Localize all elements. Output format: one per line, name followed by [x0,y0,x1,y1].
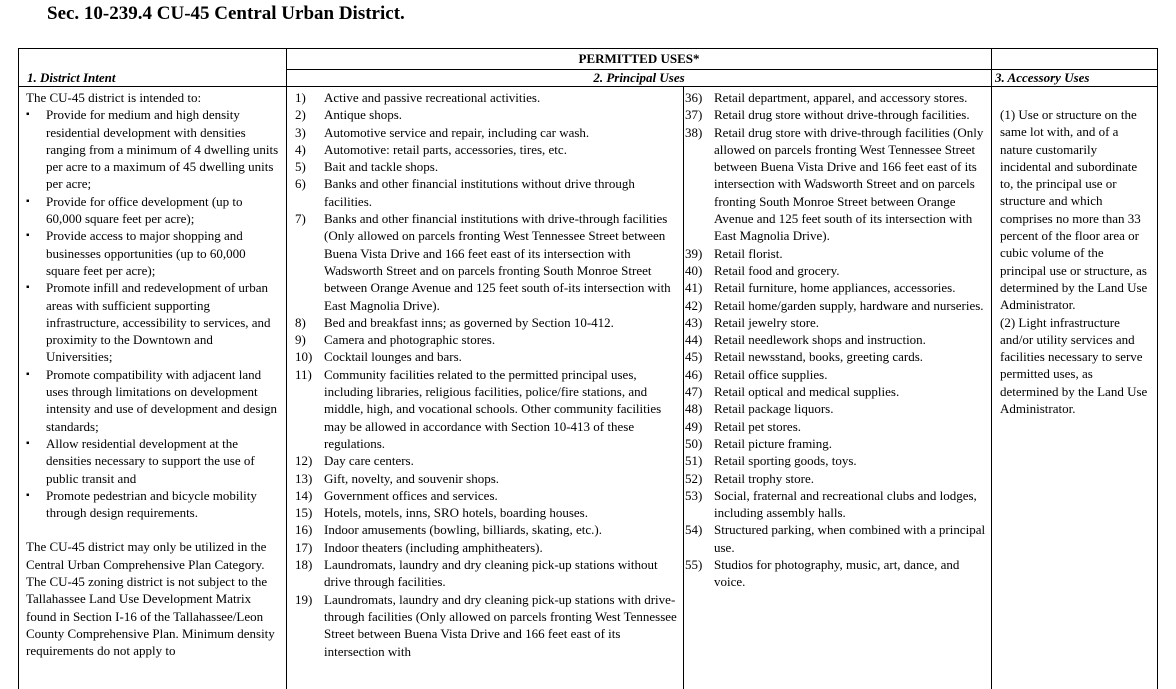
paragraph-gap [26,521,280,538]
use-text: Laundromats, laundry and dry cleaning pick-up stations without drive through facilities. [324,557,658,590]
use-number: 16) [295,522,313,538]
use-text: Retail drug store with drive-through facilities (Only allowed on parcels fronting West Tennessee Street between Buena Vista Drive and 166 feet east of its intersection with Wadsworth Street and on parcels fronting South Monroe Street between Orange Avenue and 125 feet south of its intersection with East Magnolia Drive). [714,124,984,244]
use-text: Retail picture framing. [714,435,833,451]
use-text: Retail home/garden supply, hardware and nurseries. [714,297,984,313]
column-divider [991,49,992,689]
section-title: Sec. 10-239.4 CU-45 Central Urban District. [47,3,405,24]
use-item [685,314,987,331]
bullet-marker: ▪ [26,282,30,294]
use-item [295,348,679,365]
use-text: Structured parking, when combined with a principal use. [714,522,986,555]
use-text: Hotels, motels, inns, SRO hotels, boarding houses. [324,505,588,521]
bullet-marker: ▪ [26,109,30,121]
use-number: 1) [295,90,306,105]
use-number: 2) [295,107,306,123]
permitted-uses-table [18,48,1158,689]
use-text: Community facilities related to the permitted principal uses, including libraries, religious facilities, police/fire stations, and middle, high, and vocational schools. Other community facilities may be allowed in accordance with Section 10-413 of these regulations. [324,366,662,451]
principal-uses-list [295,89,679,660]
use-number: 46) [685,366,703,382]
use-text: Studios for photography, music, art, dance, and voice. [714,557,960,590]
use-number: 47) [685,384,703,400]
use-number: 8) [295,314,306,330]
intent-bullet [26,435,280,487]
use-text: Banks and other financial institutions with drive-through facilities (Only allowed on parcels fronting West Tennessee Street between Buena Vista Drive and 166 feet east of its intersection with Wadsworth Street and on parcels fronting South Monroe Street between Orange Avenue and 125 feet south of-its intersection with East Magnolia Drive). [324,211,671,313]
intent-bullet-text: Provide for medium and high density residential development with densities ranging from a minimum of 4 dwelling units per acre to a maximum of 45 dwelling units per acre; [46,107,279,192]
use-number: 38) [685,124,703,140]
use-text: Retail pet stores. [714,418,802,434]
intent-closing: The CU-45 district may only be utilized in the Central Urban Comprehensive Plan Category. The CU-45 zoning district is not subject to the Tallahassee Land Use Development Matrix found in Section I-16 of the Tallahassee/Leon County Comprehensive Plan. Minimum density requirements do not apply to [26,539,275,659]
use-item [685,297,987,314]
principal-uses-header: 2. Principal Uses [593,70,685,85]
intent-lead: The CU-45 district is intended to: [26,90,202,105]
use-item [685,487,987,522]
principal-uses-list-right [685,89,987,591]
use-number: 36) [685,90,703,105]
intent-bullet [26,487,280,522]
use-item [295,158,679,175]
accessory-uses-header: 3. Accessory Uses [995,70,1090,85]
use-item [685,348,987,365]
use-number: 18) [295,557,313,573]
use-number: 39) [685,245,703,261]
use-number: 41) [685,280,703,296]
accessory-use-item: (2) Light infrastructure and/or utility services and facilities necessary to serve permitted uses, as determined by the Land Use Administrator. [1000,314,1148,417]
intent-bullet-text: Provide access to major shopping and businesses opportunities (up to 60,000 square feet per acre); [46,228,246,278]
use-item [685,521,987,556]
use-item [685,470,987,487]
use-number: 45) [685,349,703,365]
use-text: Indoor amusements (bowling, billiards, skating, etc.). [324,522,603,538]
accessory-use-item: (1) Use or structure on the same lot with, and of a nature customarily incidental and subordinate to, the principal use or structure and which comprises no more than 33 percent of the floor area or cubic volume of the principal use or structure, as determined by the Land Use Administrator. [1000,107,1148,313]
column-divider [286,49,287,689]
permitted-uses-header: PERMITTED USES* [578,51,700,66]
use-number: 15) [295,505,313,521]
bullet-marker: ▪ [26,230,30,242]
use-number: 12) [295,453,313,469]
use-text: Retail jewelry store. [714,314,820,330]
use-text: Camera and photographic stores. [324,332,496,348]
bullet-marker: ▪ [26,437,30,449]
use-text: Retail trophy store. [714,470,815,486]
use-text: Automotive: retail parts, accessories, tires, etc. [324,141,567,157]
district-intent-column [26,89,280,660]
use-text: Bait and tackle shops. [324,159,439,175]
bullet-marker: ▪ [26,195,30,207]
intent-bullet [26,193,280,228]
use-item [295,141,679,158]
intent-bullet [26,227,280,279]
use-number: 6) [295,176,306,192]
use-number: 9) [295,332,306,348]
use-item [295,470,679,487]
use-number: 11) [295,366,312,382]
use-item [685,124,987,245]
use-number: 5) [295,159,306,175]
use-number: 49) [685,418,703,434]
use-text: Automotive service and repair, including car wash. [324,124,590,140]
use-text: Antique shops. [324,107,402,123]
use-text: Retail furniture, home appliances, accessories. [714,280,956,296]
use-number: 54) [685,522,703,538]
use-item [295,175,679,210]
use-text: Retail food and grocery. [714,262,840,278]
use-number: 14) [295,487,313,503]
use-text: Retail florist. [714,245,783,261]
use-number: 52) [685,470,703,486]
use-number: 19) [295,591,313,607]
column-divider [683,87,684,689]
principal-uses-list [685,89,987,591]
use-text: Bed and breakfast inns; as governed by Section 10-412. [324,314,614,330]
use-number: 17) [295,539,313,555]
use-item [295,591,679,660]
district-intent-header: 1. District Intent [27,70,116,85]
use-number: 50) [685,435,703,451]
use-item [685,279,987,296]
use-text: Indoor theaters (including amphitheaters). [324,539,543,555]
bullet-marker: ▪ [26,489,30,501]
use-item [685,400,987,417]
use-item [295,89,679,106]
use-item [685,435,987,452]
use-text: Retail optical and medical supplies. [714,384,900,400]
use-item [685,366,987,383]
use-text: Retail department, apparel, and accessory stores. [714,90,968,105]
use-item [685,89,987,106]
intent-bullet-text: Allow residential development at the densities necessary to support the use of public transit and [46,435,255,486]
use-number: 53) [685,487,703,503]
use-item [295,331,679,348]
use-text: Active and passive recreational activities. [324,90,541,105]
use-number: 4) [295,141,306,157]
header-divider [19,86,1157,87]
use-number: 10) [295,349,313,365]
use-text: Retail office supplies. [714,366,828,382]
intent-bullet-text: Promote compatibility with adjacent land uses through limitations on development intensity and use of development and design standards; [46,366,278,434]
use-number: 51) [685,453,703,469]
use-text: Banks and other financial institutions without drive through facilities. [324,176,635,209]
use-number: 7) [295,211,306,227]
use-text: Retail sporting goods, toys. [714,453,857,469]
use-number: 44) [685,332,703,348]
use-text: Cocktail lounges and bars. [324,349,462,365]
intent-bullet [26,106,280,192]
use-item [295,210,679,314]
use-item [685,383,987,400]
use-item [685,262,987,279]
use-number: 48) [685,401,703,417]
use-text: Laundromats, laundry and dry cleaning pick-up stations with drive-through facilities (Only allowed on parcels fronting West Tennessee Street between Buena Vista Drive and 166 feet east of its intersection with [324,591,677,659]
principal-uses-list-left [295,89,679,660]
use-number: 42) [685,297,703,313]
use-item [685,418,987,435]
use-text: Social, fraternal and recreational clubs and lodges, including assembly halls. [714,487,977,521]
use-text: Day care centers. [324,453,414,469]
use-item [295,556,679,591]
use-text: Retail needlework shops and instruction. [714,332,926,348]
use-item [295,366,679,452]
use-item [295,124,679,141]
use-item [685,245,987,262]
use-item [295,487,679,504]
use-item [295,106,679,123]
use-item [685,106,987,123]
use-number: 43) [685,314,703,330]
use-item [295,314,679,331]
use-item [295,539,679,556]
accessory-uses-column [1000,106,1150,417]
use-text: Retail drug store without drive-through facilities. [714,107,970,123]
use-number: 40) [685,262,703,278]
use-number: 37) [685,107,703,123]
bullet-marker: ▪ [26,368,30,380]
intent-bullet [26,279,280,365]
use-number: 55) [685,557,703,573]
use-number: 13) [295,470,313,486]
use-text: Retail newsstand, books, greeting cards. [714,349,924,365]
use-item [685,452,987,469]
use-item [295,504,679,521]
intent-bullet-text: Promote infill and redevelopment of urban areas with sufficient supporting infrastructure, accessibility to services, and proximity to the Downtown and Universities; [46,280,271,365]
use-text: Government offices and services. [324,487,498,503]
use-item [685,556,987,591]
use-number: 3) [295,124,306,140]
intent-bullet-text: Promote pedestrian and bicycle mobility through design requirements. [46,487,257,521]
intent-bullet [26,366,280,435]
intent-bullet-text: Provide for office development (up to 60,000 square feet per acre); [46,193,243,227]
use-text: Gift, novelty, and souvenir shops. [324,470,499,486]
use-item [685,331,987,348]
use-item [295,521,679,538]
use-item [295,452,679,469]
use-text: Retail package liquors. [714,401,834,417]
